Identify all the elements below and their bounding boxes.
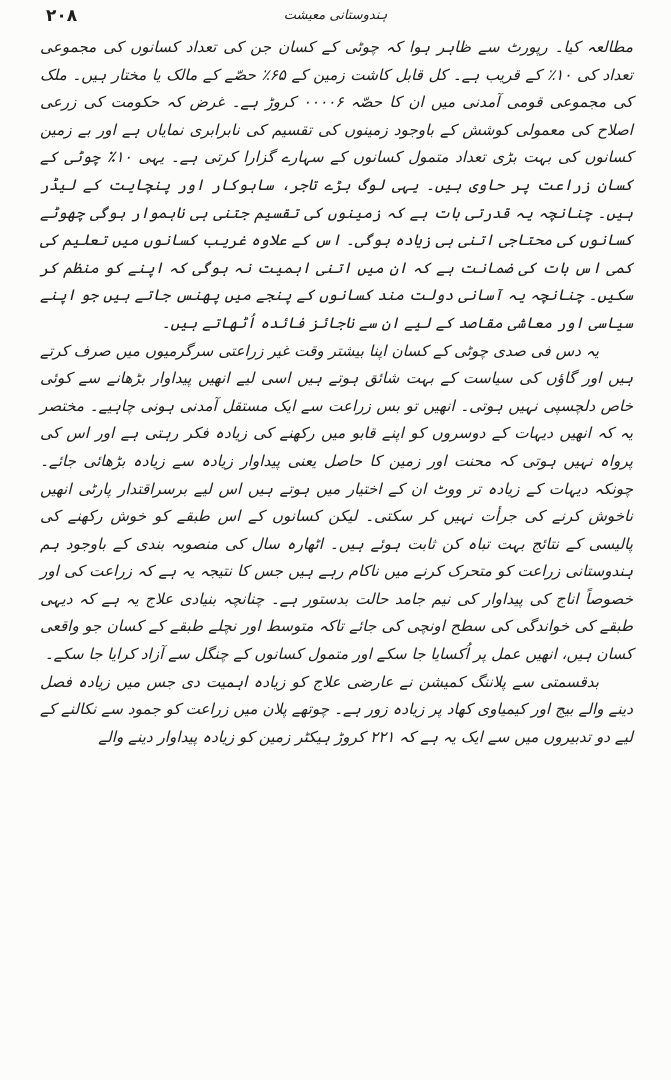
paragraph-1: مطالعہ کیا۔ رپورٹ سے ظاہر ہوا کہ چوٹی کے کسان جن کی تعداد کسانوں کی مجموعی تعداد کی ۱۰٪ کے قریب ہے۔ کل قابل کاشت زمین کے ۶۵٪ حصّے کے مالک یا مختار ہیں۔ ملک کی مجموعی قومی آمدنی میں ان کا حصّہ ۰۰۰۰۶ کروڑ ہے۔ غرض کہ حکومت کی زرعی اصلاح کی معمولی کوشش کے باوجود زمینوں کی تقسیم کی نابرابری نمایاں ہے اور بے زمین کسانوں کی بہت بڑی تعداد متمول کسانوں کے سہارے گزارا کرتی ہے۔ یہی ۱۰٪ چوٹی کے کسان زراعت پر حاوی ہیں۔ یہی لوگ بڑے تاجر، ساہوکار اور پنچایت کے لیڈر ہیں۔ چنانچہ یہ قدرتی بات ہے کہ زمینوں کی تقسیم جتنی ہی ناہموار ہوگی چھوٹے کسانوں کی محتاجی اتنی ہی زیادہ ہوگی۔ اس کے علاوہ غریب کسانوں میں تعلیم کی کمی اس بات کی ضمانت ہے کہ ان میں اتنی اہمیت نہ ہوگی کہ اپنے کو منظم کر سکیں۔ چنانچہ یہ آسانی دولت مند کسانوں کے پنجے میں پھنس جاتے ہیں جو اپنے سیاسی اور معاشی مقاصد کے لیے ان سے ناجائز فائدہ اُٹھاتے ہیں۔	[40, 38, 634, 332]
page-header	[40, 6, 631, 32]
body-text	[40, 34, 633, 751]
paragraph-3: بدقسمتی سے پلاننگ کمیشن نے عارضی علاج کو زیادہ اہمیت دی جس میں زیادہ فصل دینے والے بیج اور کیمیاوی کھاد پر زیادہ زور ہے۔ چوتھے پلان میں زراعت کو جمود سے نکالنے کے لیے دو تدبیروں میں سے ایک یہ ہے کہ ۲۲۱ کروڑ ہیکٹر زمین کو زیادہ پیداوار دینے والے	[40, 672, 633, 746]
running-title: ہندوستانی معیشت	[283, 8, 388, 23]
page-number: ۲۰۸	[46, 6, 78, 26]
paragraph-2: یہ دس فی صدی چوٹی کے کسان اپنا بیشتر وقت غیر زراعتی سرگرمیوں میں صرف کرتے ہیں اور گاؤں کی سیاست کے بہت شائق ہوتے ہیں اسی لیے انھیں پیداوار بڑھانے سے کوئی خاص دلچسپی نہیں ہوتی۔ انھیں تو بس زراعت سے ایک مستقل آمدنی ہونی چاہیے۔ مختصر یہ کہ انھیں دیہات کے دوسروں کو اپنے قابو میں رکھنے کی زیادہ فکر رہتی ہے اور اس کی پرواہ نہیں ہوتی کہ محنت اور زمین کا حاصل یعنی پیداوار زیادہ سے زیادہ بڑھائی جائے۔ چونکہ دیہات کے زیادہ تر ووٹ ان کے اختیار میں ہوتے ہیں اس لیے برسراقتدار پارٹی انھیں ناخوش کرنے کی جرأت نہیں کر سکتی۔ لیکن کسانوں کے اس طبقے کو خوش رکھنے کی پالیسی کے نتائج بہت تباہ کن ثابت ہوئے ہیں۔ اٹھارہ سال کی منصوبہ بندی کے باوجود ہم ہندوستانی زراعت کو متحرک کرنے میں ناکام رہے ہیں جس کا نتیجہ یہ ہے کہ زراعت کی اور خصوصاً اناج کی پیداوار کی نیم جامد حالت بدستور ہے۔ چنانچہ بنیادی علاج یہ ہے کہ دیہی طبقے کی خواندگی کی سطح اونچی کی جائے تاکہ متوسط اور نچلے طبقے کے کسان جو واقعی کسان ہیں، انھیں عمل پر اُکسایا جا سکے اور متمول کسانوں کے چنگل سے آزاد کرایا جا سکے۔	[40, 341, 633, 664]
